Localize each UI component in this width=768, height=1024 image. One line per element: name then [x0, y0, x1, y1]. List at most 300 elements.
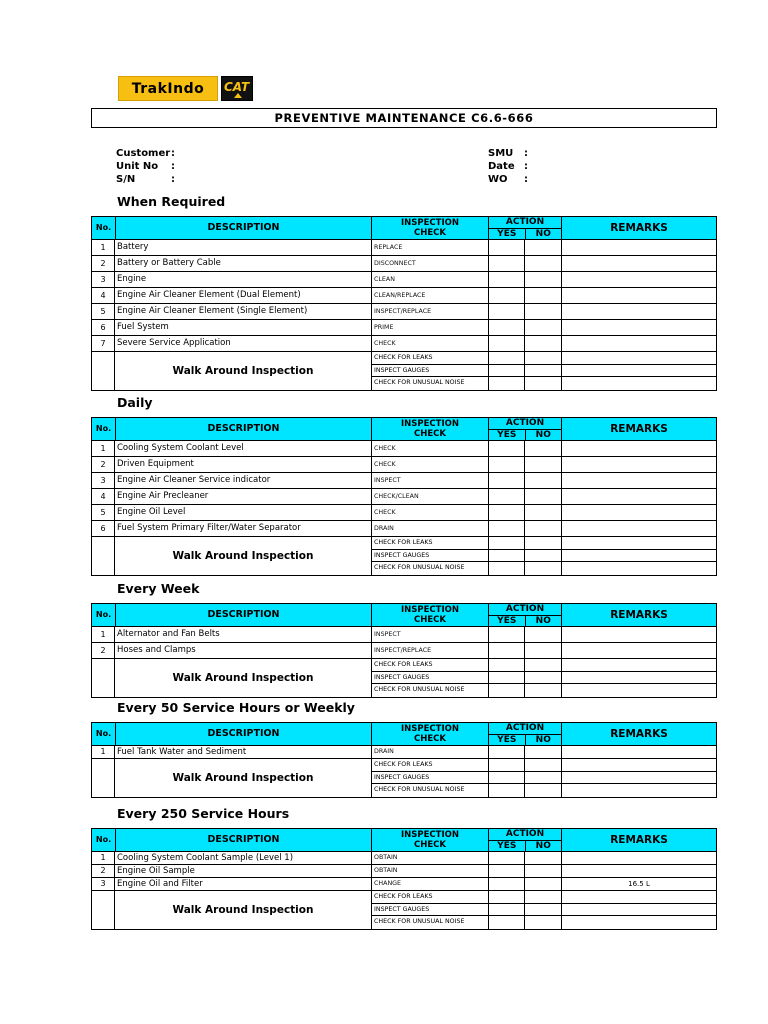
action-no-cell[interactable] [525, 352, 562, 364]
row-description: Engine Air Cleaner Element (Dual Element) [115, 288, 372, 303]
row-description: Engine Oil Sample [115, 865, 372, 877]
walk-around-row [91, 891, 717, 930]
table-row [91, 320, 717, 336]
row-inspection-check: CHECK [372, 505, 489, 520]
header-no-action: NO [535, 735, 551, 745]
action-no-cell[interactable] [525, 659, 562, 671]
info-row-smu [488, 147, 528, 160]
row-number: 6 [92, 320, 115, 335]
remarks-cell[interactable] [562, 746, 716, 758]
table-row [91, 505, 717, 521]
walk-around-check: INSPECT GAUGES [372, 672, 489, 684]
row-description: Severe Service Application [115, 336, 372, 351]
row-inspection-check: DRAIN [372, 521, 489, 536]
walk-around-row [91, 759, 717, 798]
action-no-cell[interactable] [525, 505, 562, 520]
row-description: Battery or Battery Cable [115, 256, 372, 271]
row-inspection-check: INSPECT/REPLACE [372, 304, 489, 319]
action-yes-cell[interactable] [489, 240, 525, 255]
action-no-cell[interactable] [525, 772, 562, 784]
header-description: DESCRIPTION [116, 829, 372, 851]
remarks-cell[interactable] [562, 272, 716, 287]
table-header [91, 828, 717, 852]
action-no-cell[interactable] [525, 256, 562, 271]
table-row [91, 256, 717, 272]
remarks-cell[interactable] [562, 288, 716, 303]
header-inspection-line1: INSPECTION [401, 605, 459, 615]
sn-sep: : [171, 174, 175, 185]
sn-label: S/N [116, 174, 136, 185]
action-no-cell[interactable] [525, 365, 562, 377]
remarks-cell[interactable] [562, 256, 716, 271]
table-row [91, 852, 717, 865]
smu-sep: : [524, 148, 528, 159]
walk-around-check: CHECK FOR UNUSUAL NOISE [372, 377, 489, 390]
action-no-cell[interactable] [525, 865, 562, 877]
unit-no-label: Unit No [116, 161, 159, 172]
row-inspection-check: INSPECT [372, 627, 489, 642]
info-row-wo [488, 173, 528, 186]
walk-around-check-row [372, 891, 716, 904]
walk-around-number-cell [92, 537, 115, 575]
section-title: Every 250 Service Hours [117, 806, 290, 821]
row-number: 2 [92, 256, 115, 271]
header-description: DESCRIPTION [116, 723, 372, 745]
header-action [489, 723, 562, 745]
header-inspection-line2: CHECK [414, 228, 446, 238]
action-yes-cell[interactable] [489, 643, 525, 658]
walk-around-check-row [372, 759, 716, 772]
action-yes-cell[interactable] [489, 505, 525, 520]
row-description: Engine [115, 272, 372, 287]
trakindo-logo: TrakIndo [118, 76, 218, 101]
remarks-cell[interactable] [562, 320, 716, 335]
action-no-cell[interactable] [525, 489, 562, 504]
cat-triangle-icon [234, 93, 242, 98]
walk-around-row [91, 537, 717, 576]
remarks-cell[interactable] [562, 336, 716, 351]
action-no-cell[interactable] [525, 457, 562, 472]
walk-around-check-row [372, 352, 716, 365]
action-yes-cell[interactable] [489, 320, 525, 335]
action-no-cell[interactable] [525, 562, 562, 575]
header-no: No. [92, 418, 116, 440]
action-no-cell[interactable] [525, 537, 562, 549]
walk-around-check: CHECK FOR UNUSUAL NOISE [372, 916, 489, 929]
row-description: Fuel System [115, 320, 372, 335]
header-action-sub [489, 430, 561, 440]
action-yes-cell[interactable] [489, 672, 525, 684]
header-action-label: ACTION [489, 829, 561, 841]
action-yes-cell[interactable] [489, 457, 525, 472]
table-row [91, 643, 717, 659]
header-description: DESCRIPTION [116, 604, 372, 626]
remarks-cell[interactable] [562, 643, 716, 658]
action-no-cell[interactable] [525, 878, 562, 890]
walk-around-check-row [372, 916, 716, 929]
action-yes-cell[interactable] [489, 784, 525, 797]
row-inspection-check: CLEAN [372, 272, 489, 287]
header-action-label: ACTION [489, 217, 561, 229]
remarks-cell[interactable] [562, 441, 716, 456]
remarks-cell[interactable] [562, 505, 716, 520]
walk-around-check: INSPECT GAUGES [372, 550, 489, 562]
row-inspection-check: PRIME [372, 320, 489, 335]
action-yes-cell[interactable] [489, 256, 525, 271]
table-row [91, 865, 717, 878]
row-description: Driven Equipment [115, 457, 372, 472]
walk-around-check: CHECK FOR LEAKS [372, 352, 489, 364]
row-inspection-check: CHECK/CLEAN [372, 489, 489, 504]
maintenance-table [91, 603, 717, 698]
action-no-cell[interactable] [525, 320, 562, 335]
walk-around-check-row [372, 784, 716, 797]
header-inspection [372, 829, 489, 851]
row-description: Engine Air Cleaner Element (Single Element) [115, 304, 372, 319]
action-no-cell[interactable] [525, 240, 562, 255]
section-title: Every Week [117, 581, 200, 596]
date-label: Date [488, 161, 515, 172]
row-number: 2 [92, 457, 115, 472]
walk-around-checks [372, 759, 716, 797]
remarks-cell[interactable] [562, 852, 716, 864]
header-yes: YES [489, 430, 526, 440]
action-no-cell[interactable] [525, 746, 562, 758]
header-inspection-line2: CHECK [414, 615, 446, 625]
action-no-cell[interactable] [525, 904, 562, 916]
action-no-cell[interactable] [525, 288, 562, 303]
trakindo-cat-logo [118, 76, 253, 101]
row-number: 1 [92, 627, 115, 642]
info-block-left [116, 147, 175, 186]
walk-around-check: CHECK FOR LEAKS [372, 759, 489, 771]
header-no: No. [92, 604, 116, 626]
header-remarks: REMARKS [610, 834, 668, 846]
row-inspection-check: CHANGE [372, 878, 489, 890]
row-inspection-check: OBTAIN [372, 852, 489, 864]
info-row-date [488, 160, 528, 173]
header-action-sub [489, 841, 561, 851]
row-inspection-check: OBTAIN [372, 865, 489, 877]
info-row-customer [116, 147, 175, 160]
remarks-cell[interactable] [562, 627, 716, 642]
action-yes-cell[interactable] [489, 684, 525, 697]
walk-around-check-row [372, 550, 716, 563]
table-row [91, 878, 717, 891]
info-row-unit-no [116, 160, 175, 173]
action-yes-cell[interactable] [489, 441, 525, 456]
walk-around-number-cell [92, 891, 115, 929]
row-description: Fuel Tank Water and Sediment [115, 746, 372, 758]
header-inspection [372, 217, 489, 239]
remarks-cell[interactable] [562, 457, 716, 472]
header-action [489, 217, 562, 239]
customer-label: Customer [116, 148, 171, 159]
header-inspection-line2: CHECK [414, 840, 446, 850]
remarks-cell[interactable] [562, 489, 716, 504]
action-no-cell[interactable] [525, 304, 562, 319]
page-title: PREVENTIVE MAINTENANCE C6.6-666 [91, 108, 717, 128]
row-inspection-check: INSPECT/REPLACE [372, 643, 489, 658]
action-yes-cell[interactable] [489, 336, 525, 351]
action-yes-cell[interactable] [489, 521, 525, 536]
walk-around-number-cell [92, 759, 115, 797]
action-yes-cell[interactable] [489, 537, 525, 549]
row-inspection-check: CHECK [372, 336, 489, 351]
row-number: 3 [92, 272, 115, 287]
action-yes-cell[interactable] [489, 304, 525, 319]
header-remarks: REMARKS [610, 222, 668, 234]
walk-around-label: Walk Around Inspection [115, 537, 372, 575]
header-inspection-line1: INSPECTION [401, 724, 459, 734]
table-header [91, 603, 717, 627]
row-number: 5 [92, 505, 115, 520]
action-yes-cell[interactable] [489, 562, 525, 575]
header-action-label: ACTION [489, 723, 561, 735]
info-row-sn [116, 173, 175, 186]
action-no-cell[interactable] [525, 441, 562, 456]
action-no-cell[interactable] [525, 643, 562, 658]
header-action [489, 829, 562, 851]
action-yes-cell[interactable] [489, 891, 525, 903]
header-yes: YES [489, 841, 526, 851]
action-yes-cell[interactable] [489, 550, 525, 562]
row-description: Engine Oil and Filter [115, 878, 372, 890]
header-yes: YES [489, 735, 526, 745]
row-number: 2 [92, 643, 115, 658]
smu-label: SMU [488, 148, 514, 159]
row-description: Alternator and Fan Belts [115, 627, 372, 642]
remarks-cell[interactable] [562, 521, 716, 536]
action-no-cell[interactable] [525, 377, 562, 390]
header-inspection [372, 418, 489, 440]
maintenance-table [91, 722, 717, 798]
table-row [91, 489, 717, 505]
action-no-cell[interactable] [525, 784, 562, 797]
table-header [91, 417, 717, 441]
walk-around-checks [372, 659, 716, 697]
row-number: 3 [92, 878, 115, 890]
walk-around-checks [372, 891, 716, 929]
table-row [91, 272, 717, 288]
action-yes-cell[interactable] [489, 852, 525, 864]
cat-logo [221, 76, 253, 101]
walk-around-check: INSPECT GAUGES [372, 365, 489, 377]
header-no-action: NO [535, 616, 551, 626]
walk-around-check: CHECK FOR UNUSUAL NOISE [372, 684, 489, 697]
header-action [489, 418, 562, 440]
walk-around-check-row [372, 684, 716, 697]
row-inspection-check: DISCONNECT [372, 256, 489, 271]
walk-around-check-row [372, 537, 716, 550]
action-no-cell[interactable] [525, 550, 562, 562]
action-yes-cell[interactable] [489, 759, 525, 771]
action-yes-cell[interactable] [489, 878, 525, 890]
action-no-cell[interactable] [525, 672, 562, 684]
walk-around-check: CHECK FOR LEAKS [372, 659, 489, 671]
table-row [91, 473, 717, 489]
walk-around-check-row [372, 672, 716, 685]
action-no-cell[interactable] [525, 684, 562, 697]
header-action-label: ACTION [489, 418, 561, 430]
walk-around-check: INSPECT GAUGES [372, 904, 489, 916]
header-inspection [372, 604, 489, 626]
walk-around-number-cell [92, 659, 115, 697]
table-row [91, 304, 717, 320]
table-row [91, 457, 717, 473]
walk-around-check: CHECK FOR LEAKS [372, 891, 489, 903]
table-row [91, 441, 717, 457]
header-yes: YES [489, 229, 526, 239]
action-yes-cell[interactable] [489, 772, 525, 784]
table-row [91, 336, 717, 352]
action-yes-cell[interactable] [489, 489, 525, 504]
row-number: 4 [92, 288, 115, 303]
walk-around-check-row [372, 365, 716, 378]
row-description: Engine Air Cleaner Service indicator [115, 473, 372, 488]
header-no: No. [92, 217, 116, 239]
header-description: DESCRIPTION [116, 217, 372, 239]
walk-around-check-row [372, 772, 716, 785]
table-row [91, 288, 717, 304]
action-yes-cell[interactable] [489, 473, 525, 488]
row-number: 1 [92, 441, 115, 456]
action-no-cell[interactable] [525, 521, 562, 536]
walk-around-check: INSPECT GAUGES [372, 772, 489, 784]
action-yes-cell[interactable] [489, 352, 525, 364]
header-remarks: REMARKS [610, 609, 668, 621]
action-yes-cell[interactable] [489, 916, 525, 929]
action-no-cell[interactable] [525, 272, 562, 287]
action-no-cell[interactable] [525, 627, 562, 642]
row-description: Cooling System Coolant Level [115, 441, 372, 456]
header-no-action: NO [535, 841, 551, 851]
row-number: 7 [92, 336, 115, 351]
row-inspection-check: REPLACE [372, 240, 489, 255]
action-yes-cell[interactable] [489, 746, 525, 758]
remarks-cell[interactable]: 16.5 L [628, 880, 650, 888]
table-header [91, 722, 717, 746]
remarks-cell[interactable] [562, 865, 716, 877]
header-no-action: NO [535, 229, 551, 239]
action-yes-cell[interactable] [489, 377, 525, 390]
row-number: 1 [92, 852, 115, 864]
walk-around-check-row [372, 904, 716, 917]
maintenance-table [91, 216, 717, 391]
header-action-label: ACTION [489, 604, 561, 616]
remarks-cell[interactable] [562, 473, 716, 488]
action-yes-cell[interactable] [489, 659, 525, 671]
table-row [91, 521, 717, 537]
walk-around-label: Walk Around Inspection [115, 891, 372, 929]
walk-around-check-row [372, 562, 716, 575]
walk-around-label: Walk Around Inspection [115, 759, 372, 797]
row-number: 2 [92, 865, 115, 877]
row-inspection-check: CHECK [372, 457, 489, 472]
action-yes-cell[interactable] [489, 365, 525, 377]
action-no-cell[interactable] [525, 336, 562, 351]
header-no-action: NO [535, 430, 551, 440]
table-header [91, 216, 717, 240]
walk-around-check: CHECK FOR UNUSUAL NOISE [372, 562, 489, 575]
action-yes-cell[interactable] [489, 904, 525, 916]
action-yes-cell[interactable] [489, 272, 525, 287]
row-inspection-check: CHECK [372, 441, 489, 456]
action-no-cell[interactable] [525, 852, 562, 864]
section-title: When Required [117, 194, 226, 209]
customer-sep: : [171, 148, 175, 159]
row-inspection-check: INSPECT [372, 473, 489, 488]
table-row [91, 746, 717, 759]
row-inspection-check: DRAIN [372, 746, 489, 758]
action-no-cell[interactable] [525, 473, 562, 488]
header-action-sub [489, 229, 561, 239]
walk-around-row [91, 352, 717, 391]
row-description: Engine Oil Level [115, 505, 372, 520]
row-number: 1 [92, 746, 115, 758]
table-row [91, 240, 717, 256]
header-action-sub [489, 735, 561, 745]
header-inspection-line1: INSPECTION [401, 830, 459, 840]
row-description: Cooling System Coolant Sample (Level 1) [115, 852, 372, 864]
walk-around-label: Walk Around Inspection [115, 352, 372, 390]
date-sep: : [524, 161, 528, 172]
walk-around-check: CHECK FOR UNUSUAL NOISE [372, 784, 489, 797]
maintenance-table [91, 828, 717, 930]
action-yes-cell[interactable] [489, 865, 525, 877]
header-inspection-line2: CHECK [414, 734, 446, 744]
walk-around-checks [372, 352, 716, 390]
action-no-cell[interactable] [525, 891, 562, 903]
header-yes: YES [489, 616, 526, 626]
row-description: Hoses and Clamps [115, 643, 372, 658]
row-description: Fuel System Primary Filter/Water Separator [115, 521, 372, 536]
action-no-cell[interactable] [525, 759, 562, 771]
header-no: No. [92, 829, 116, 851]
row-number: 5 [92, 304, 115, 319]
maintenance-table [91, 417, 717, 576]
action-yes-cell[interactable] [489, 288, 525, 303]
walk-around-check-row [372, 659, 716, 672]
wo-label: WO [488, 174, 508, 185]
remarks-cell[interactable] [562, 240, 716, 255]
header-inspection [372, 723, 489, 745]
header-action-sub [489, 616, 561, 626]
header-inspection-line2: CHECK [414, 429, 446, 439]
header-remarks: REMARKS [610, 423, 668, 435]
remarks-cell[interactable] [562, 304, 716, 319]
header-inspection-line1: INSPECTION [401, 419, 459, 429]
table-row [91, 627, 717, 643]
header-remarks: REMARKS [610, 728, 668, 740]
section-title: Every 50 Service Hours or Weekly [117, 700, 355, 715]
walk-around-checks [372, 537, 716, 575]
cat-logo-text: CAT [224, 80, 250, 94]
unit-no-sep: : [171, 161, 175, 172]
walk-around-row [91, 659, 717, 698]
action-no-cell[interactable] [525, 916, 562, 929]
header-inspection-line1: INSPECTION [401, 218, 459, 228]
row-description: Battery [115, 240, 372, 255]
wo-sep: : [524, 174, 528, 185]
info-block-right [488, 147, 528, 186]
row-number: 6 [92, 521, 115, 536]
row-number: 4 [92, 489, 115, 504]
row-inspection-check: CLEAN/REPLACE [372, 288, 489, 303]
walk-around-number-cell [92, 352, 115, 390]
action-yes-cell[interactable] [489, 627, 525, 642]
walk-around-check: CHECK FOR LEAKS [372, 537, 489, 549]
